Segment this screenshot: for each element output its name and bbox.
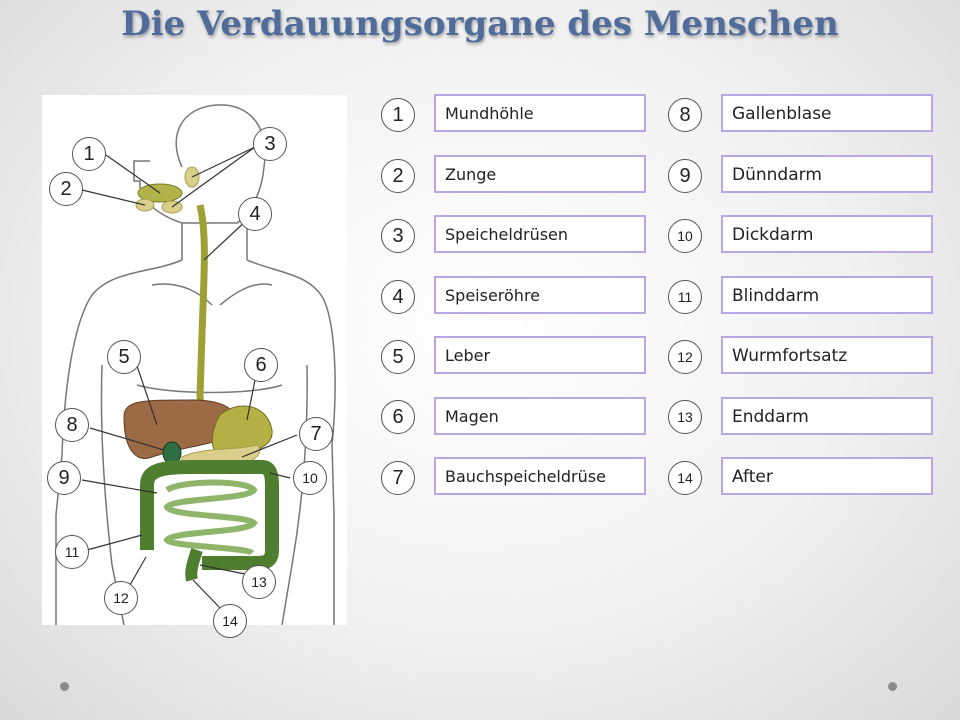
legend-label-mundhoehle: Mundhöhle	[434, 94, 646, 132]
figure-number-7: 7	[299, 417, 333, 451]
legend-label-after: After	[721, 457, 933, 495]
rectum-shape	[191, 550, 197, 580]
slide-title: Die Verdauungsorgane des Menschen	[121, 4, 839, 44]
figure-number-3: 3	[253, 127, 287, 161]
figure-number-10: 10	[293, 461, 327, 495]
figure-number-8: 8	[55, 408, 89, 442]
legend-number-13: 13	[668, 400, 702, 434]
legend-number-3: 3	[381, 219, 415, 253]
legend-number-4: 4	[381, 280, 415, 314]
legend-label-leber: Leber	[434, 336, 646, 374]
chest-line	[137, 385, 282, 393]
legend-label-duenndarm: Dünndarm	[721, 155, 933, 193]
collarbone-line	[152, 284, 272, 305]
legend-label-zunge: Zunge	[434, 155, 646, 193]
legend-number-14: 14	[668, 461, 702, 495]
legend-label-dickdarm: Dickdarm	[721, 215, 933, 253]
figure-number-1: 1	[72, 137, 106, 171]
esophagus-shape	[200, 205, 222, 417]
figure-number-12: 12	[104, 581, 138, 615]
legend-label-enddarm: Enddarm	[721, 397, 933, 435]
figure-number-5: 5	[107, 340, 141, 374]
legend-label-magen: Magen	[434, 397, 646, 435]
legend-number-7: 7	[381, 461, 415, 495]
digestive-system-figure	[42, 95, 347, 629]
figure-number-2: 2	[49, 172, 83, 206]
legend-number-5: 5	[381, 340, 415, 374]
figure-number-9: 9	[47, 461, 81, 495]
slide-decor-dot-left	[60, 682, 69, 691]
slide-decor-dot-right	[888, 682, 897, 691]
legend-number-6: 6	[381, 400, 415, 434]
figure-number-13: 13	[242, 565, 276, 599]
legend-number-8: 8	[668, 98, 702, 132]
small-intestine-shape	[167, 483, 254, 554]
figure-number-6: 6	[244, 348, 278, 382]
legend-label-gallenblase: Gallenblase	[721, 94, 933, 132]
figure-number-14: 14	[213, 604, 247, 638]
legend-number-10: 10	[668, 219, 702, 253]
legend-label-speiseroehre: Speiseröhre	[434, 276, 646, 314]
legend-number-2: 2	[381, 159, 415, 193]
legend-number-12: 12	[668, 340, 702, 374]
legend-label-speicheldruesen: Speicheldrüsen	[434, 215, 646, 253]
legend-number-9: 9	[668, 159, 702, 193]
legend-number-11: 11	[668, 280, 702, 314]
legend-number-1: 1	[381, 98, 415, 132]
legend-label-blinddarm: Blinddarm	[721, 276, 933, 314]
legend-label-wurmfortsatz: Wurmfortsatz	[721, 336, 933, 374]
legend-label-bauchspeicheldruese: Bauchspeicheldrüse	[434, 457, 646, 495]
figure-number-4: 4	[238, 197, 272, 231]
figure-number-11: 11	[55, 535, 89, 569]
torso-inner-right	[282, 365, 307, 625]
